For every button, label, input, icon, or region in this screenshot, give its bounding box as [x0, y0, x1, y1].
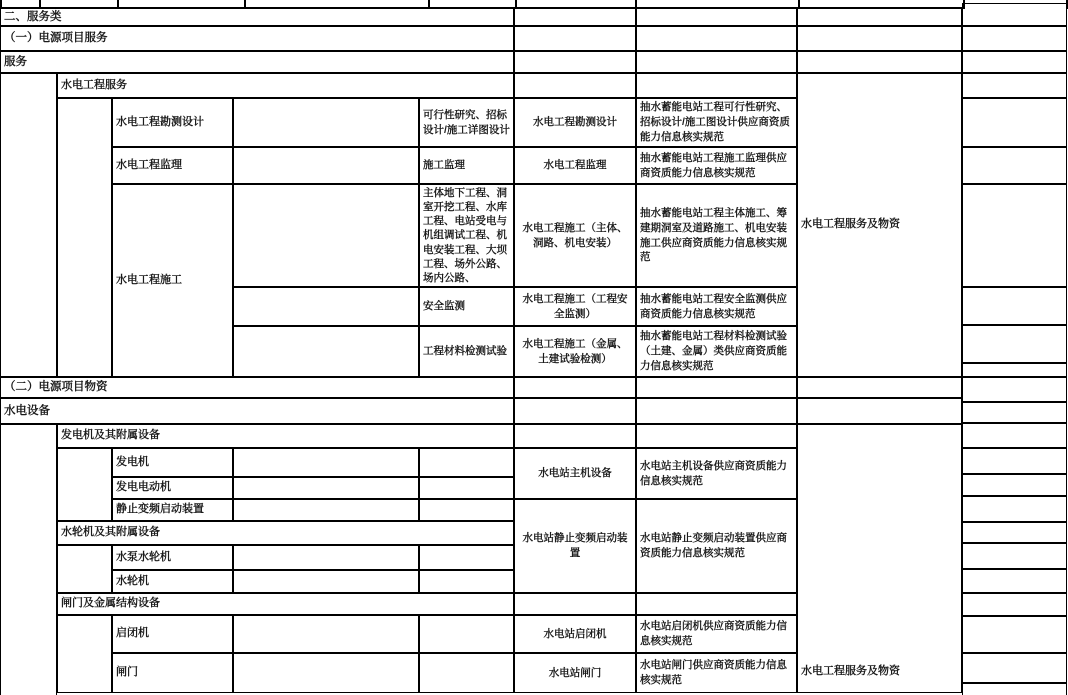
empty-cell: [636, 51, 797, 73]
remnant-column-tick: [117, 0, 119, 9]
scope-cell: 工程材料检测试验: [419, 326, 514, 377]
standard-cell: 水电站启闭机供应商资质能力信息核实规范: [636, 615, 797, 653]
item-static-frequency-starter: 静止变频启动装置: [112, 499, 233, 521]
empty-cell: [233, 287, 419, 326]
remnant-column-tick: [0, 0, 2, 9]
col9-cell: [962, 474, 1067, 496]
remnant-column-tick: [515, 0, 517, 9]
empty-cell: [636, 398, 797, 424]
empty-cell: [514, 26, 636, 51]
package-cell: 水电站启闭机: [514, 615, 636, 653]
empty-cell: [233, 615, 419, 653]
scope-cell: 主体地下工程、洞室开挖工程、水库工程、电站受电与机组调试工程、机电安装工程、大坝工程、场外公路、场内公路、: [419, 184, 514, 287]
empty-cell: [233, 545, 419, 570]
empty-cell: [797, 51, 962, 73]
col9-cell: [962, 287, 1067, 325]
col9-cell: [962, 184, 1067, 287]
col9-cell: [962, 522, 1067, 543]
row-subcategory-power-materials: （二）电源项目物资: [0, 377, 514, 398]
empty-cell: [0, 424, 57, 695]
empty-cell: [233, 653, 419, 693]
scope-cell: 可行性研究、招标设计/施工详图设计: [419, 98, 514, 147]
package-cell: 水电工程监理: [514, 147, 636, 184]
col9-cell: [962, 147, 1067, 184]
empty-cell: [636, 593, 797, 615]
remnant-bottom-border: [0, 7, 964, 9]
empty-cell: [57, 448, 112, 521]
col9-cell: [962, 616, 1067, 653]
row-services: 服务: [0, 51, 514, 73]
col9-cell: [962, 543, 1067, 569]
empty-cell: [419, 448, 514, 477]
scope-cell: 施工监理: [419, 147, 514, 184]
col9-cell: [962, 683, 1067, 695]
package-cell: 水电站闸门: [514, 653, 636, 693]
standard-cell: 水电站闸门供应商资质能力信息核实规范: [636, 653, 797, 693]
item-generator: 发电机: [112, 448, 233, 477]
empty-cell: [797, 26, 962, 51]
col9-cell: [962, 496, 1067, 522]
col9-cell: [962, 3, 1067, 26]
package-cell: 水电站主机设备: [514, 448, 636, 499]
col9-cell: [962, 73, 1067, 98]
empty-cell: [797, 398, 962, 424]
standard-cell: 水电站静止变频启动装置供应商资质能力信息核实规范: [636, 499, 797, 593]
col9-cell: [962, 653, 1067, 683]
empty-cell: [636, 377, 797, 398]
item-survey-design: 水电工程勘测设计: [112, 98, 233, 147]
row-hydro-equipment: 水电设备: [0, 398, 514, 424]
remnant-column-tick: [963, 0, 965, 9]
empty-cell: [233, 147, 419, 184]
remnant-column-tick: [798, 0, 800, 9]
empty-cell: [419, 477, 514, 499]
empty-cell: [57, 98, 112, 377]
package-cell: 水电工程施工（金属、土建试验检测）: [514, 326, 636, 377]
empty-cell: [419, 570, 514, 593]
empty-cell: [419, 545, 514, 570]
remnant-column-tick: [244, 0, 246, 9]
item-construction: 水电工程施工: [112, 184, 233, 377]
item-turbine: 水轮机: [112, 570, 233, 593]
category-hydro-services-materials: 水电工程服务及物资: [797, 73, 962, 377]
item-pump-turbine: 水泵水轮机: [112, 545, 233, 570]
empty-cell: [514, 51, 636, 73]
col9-cell: [962, 51, 1067, 73]
item-gate: 闸门: [112, 653, 233, 693]
empty-cell: [514, 424, 636, 448]
empty-cell: [797, 377, 962, 398]
row-category-services: 二、服务类: [0, 8, 514, 26]
empty-cell: [514, 8, 636, 26]
empty-cell: [636, 26, 797, 51]
empty-cell: [233, 326, 419, 377]
empty-cell: [636, 424, 797, 448]
empty-cell: [233, 448, 419, 477]
group-gate-equipment: 闸门及金属结构设备: [57, 593, 514, 615]
empty-cell: [636, 73, 797, 98]
empty-cell: [0, 73, 57, 377]
row-subcategory-power-services: （一）电源项目服务: [0, 26, 514, 51]
empty-cell: [514, 377, 636, 398]
scope-cell: 安全监测: [419, 287, 514, 326]
col9-cell: [962, 423, 1067, 448]
remnant-column-tick: [39, 0, 41, 9]
col9-cell: [962, 402, 1067, 423]
empty-cell: [57, 615, 112, 693]
col9-cell: [962, 569, 1067, 593]
empty-cell: [419, 653, 514, 693]
item-generator-motor: 发电电动机: [112, 477, 233, 499]
item-supervision: 水电工程监理: [112, 147, 233, 184]
empty-cell: [514, 73, 636, 98]
empty-cell: [419, 615, 514, 653]
remnant-column-tick: [635, 0, 637, 9]
remnant-column-tick: [428, 0, 430, 9]
empty-cell: [514, 593, 636, 615]
standard-cell: 抽水蓄能电站工程主体施工、筹建期洞室及道路施工、机电安装施工供应商资质能力信息核实规范: [636, 184, 797, 287]
standard-cell: 抽水蓄能电站工程安全监测供应商资质能力信息核实规范: [636, 287, 797, 326]
col9-cell: [962, 448, 1067, 474]
empty-cell: [419, 499, 514, 521]
standard-cell: 水电站主机设备供应商资质能力信息核实规范: [636, 448, 797, 499]
col9-cell: [962, 363, 1067, 377]
empty-cell: [797, 8, 962, 26]
empty-cell: [233, 98, 419, 147]
group-generator-equipment: 发电机及其附属设备: [57, 424, 514, 448]
col9-cell: [962, 325, 1067, 363]
empty-cell: [233, 570, 419, 593]
empty-cell: [233, 184, 419, 287]
empty-cell: [233, 499, 419, 521]
empty-cell: [514, 398, 636, 424]
category-hydro-services-materials: 水电工程服务及物资: [797, 424, 962, 693]
col9-cell: [962, 377, 1067, 402]
standard-cell: 抽水蓄能电站工程施工监理供应商资质能力信息核实规范: [636, 147, 797, 184]
group-turbine-equipment: 水轮机及其附属设备: [57, 521, 514, 545]
col9-cell: [962, 593, 1067, 616]
package-cell: 水电工程勘测设计: [514, 98, 636, 147]
package-cell: 水电站静止变频启动装置: [514, 499, 636, 593]
standard-cell: 抽水蓄能电站工程可行性研究、招标设计/施工图设计供应商资质能力信息核实规范: [636, 98, 797, 147]
group-hydro-engineering-services: 水电工程服务: [57, 73, 514, 98]
item-hoist: 启闭机: [112, 615, 233, 653]
empty-cell: [57, 545, 112, 593]
col9-cell: [962, 98, 1067, 147]
package-cell: 水电工程施工（工程安全监测）: [514, 287, 636, 326]
empty-cell: [636, 8, 797, 26]
standard-cell: 抽水蓄能电站工程材料检测试验（土建、金属）类供应商资质能力信息核实规范: [636, 326, 797, 377]
col9-cell: [962, 26, 1067, 51]
package-cell: 水电工程施工（主体、洞路、机电安装）: [514, 184, 636, 287]
empty-cell: [233, 477, 419, 499]
